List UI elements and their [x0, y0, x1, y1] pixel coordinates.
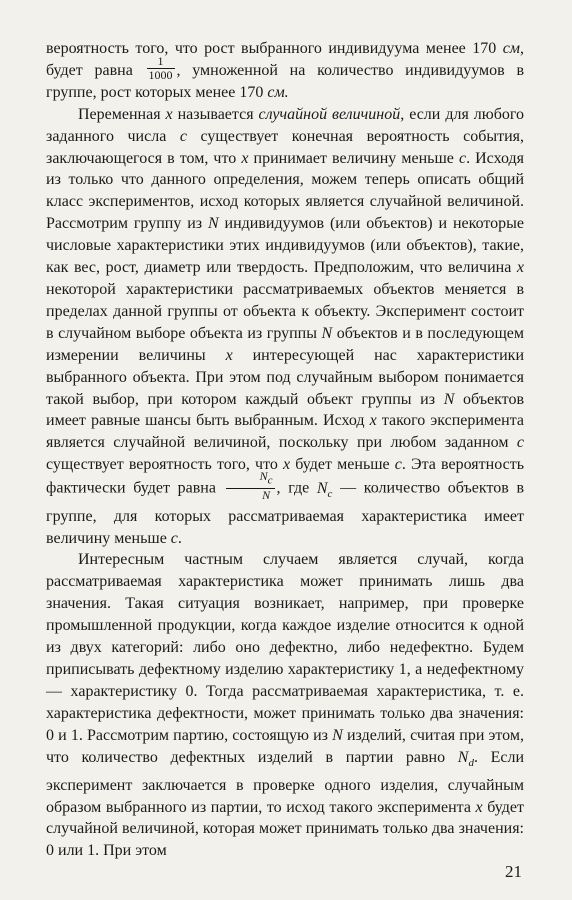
variable-x: x: [516, 259, 524, 277]
variable-Nd: $N_d$: [457, 748, 474, 769]
variable-Nc: $N_c$: [316, 479, 333, 500]
paragraph-random-variable: Переменная x называется случайной величиной, если для любого заданного числа c существует конечная вероятность события, заключающегося в том, что x принимает величину меньше c. Исходя из только что данного определения, можем теперь описать общий класс экспериментов, исход которых является случайной величиной. Рассмотрим группу из N индивидуумов (или объектов) и некоторые числовые характеристики этих индивидуумов (или объектов), такие, как вес, рост, диаметр или твердость. Предположим, что величина x некоторой характеристики рассматриваемых объектов меняется в пределах данной группы от объекта к объекту. Эксперимент состоит в случайном выборе объекта из группы N объектов и в последующем измерении величины x интересующей нас характеристики выбранного объекта. При этом под случайным выбором понимается такой выбор, при котором каждый объект группы из N объектов имеет равные шансы быть выбранным. Исход x такого эксперимента является случайной величиной, поскольку при любом заданном c существует вероятность того, что x будет меньше c. Эта вероятность фактически будет равна $\frac{N_c}{N}$ , где $N_c$ — количество объектов в группе, для которых рассматриваемая характеристика имеет величину меньше c.: [46, 105, 525, 547]
variable-x: x: [283, 456, 291, 474]
defined-term: случайной величиной: [258, 105, 401, 123]
variable-N: N: [443, 390, 455, 408]
variable-x: x: [475, 798, 483, 816]
paragraph-continuation: вероятность того, что рост выбранного индивидуума менее 170 см, будет равна $\frac{1}{1000}$ , умноженной на количество индивидуумов в группе, рост которых менее 170 см.: [46, 40, 525, 101]
variable-c: c: [170, 529, 178, 547]
variable-x: x: [165, 105, 173, 123]
variable-c: c: [394, 456, 402, 474]
variable-c: c: [516, 434, 524, 452]
variable-x: x: [225, 346, 233, 364]
fraction-nc-over-n: $\frac{N_c}{N}$: [226, 470, 275, 501]
variable-x: x: [241, 149, 249, 167]
variable-N: N: [207, 215, 219, 233]
paragraph-binary-case: Интересным частным случаем является случай, когда рассматриваемая характеристика может принимать лишь два значения. Такая ситуация возникает, например, при проверке промышленной продукции, когда каждое изделие относится к одной из двух категорий: либо оно дефектно, либо недефектно. Будем приписывать дефектному изделию характеристику 1, а недефектному — характеристику 0. Тогда рассматриваемая характеристика, т. е. характеристика дефектности, может принимать только два значения: 0 и 1. Рассмотрим партию, состоящую из N изделий, считая при этом, что количество дефектных изделий в партии равно $N_d$. Если эксперимент заключается в проверке одного изделия, случайным образом выбранного из партии, то исход такого эксперимента x будет случайной величиной, которая может принимать только два значения: 0 или 1. При этом: [46, 551, 525, 860]
unit-cm: см.: [267, 83, 289, 101]
fraction-one-thousandth: $\frac{1}{1000}$: [148, 53, 173, 82]
unit-cm: см: [502, 40, 520, 57]
variable-N: N: [332, 726, 343, 744]
subscript-c: c: [267, 474, 273, 487]
variable-x: x: [369, 412, 377, 430]
variable-c: c: [458, 149, 467, 167]
page-number: 21: [505, 862, 522, 881]
variable-N: N: [321, 324, 333, 342]
variable-c: c: [179, 127, 187, 145]
fraction-numerator: $N_c$: [226, 470, 275, 488]
